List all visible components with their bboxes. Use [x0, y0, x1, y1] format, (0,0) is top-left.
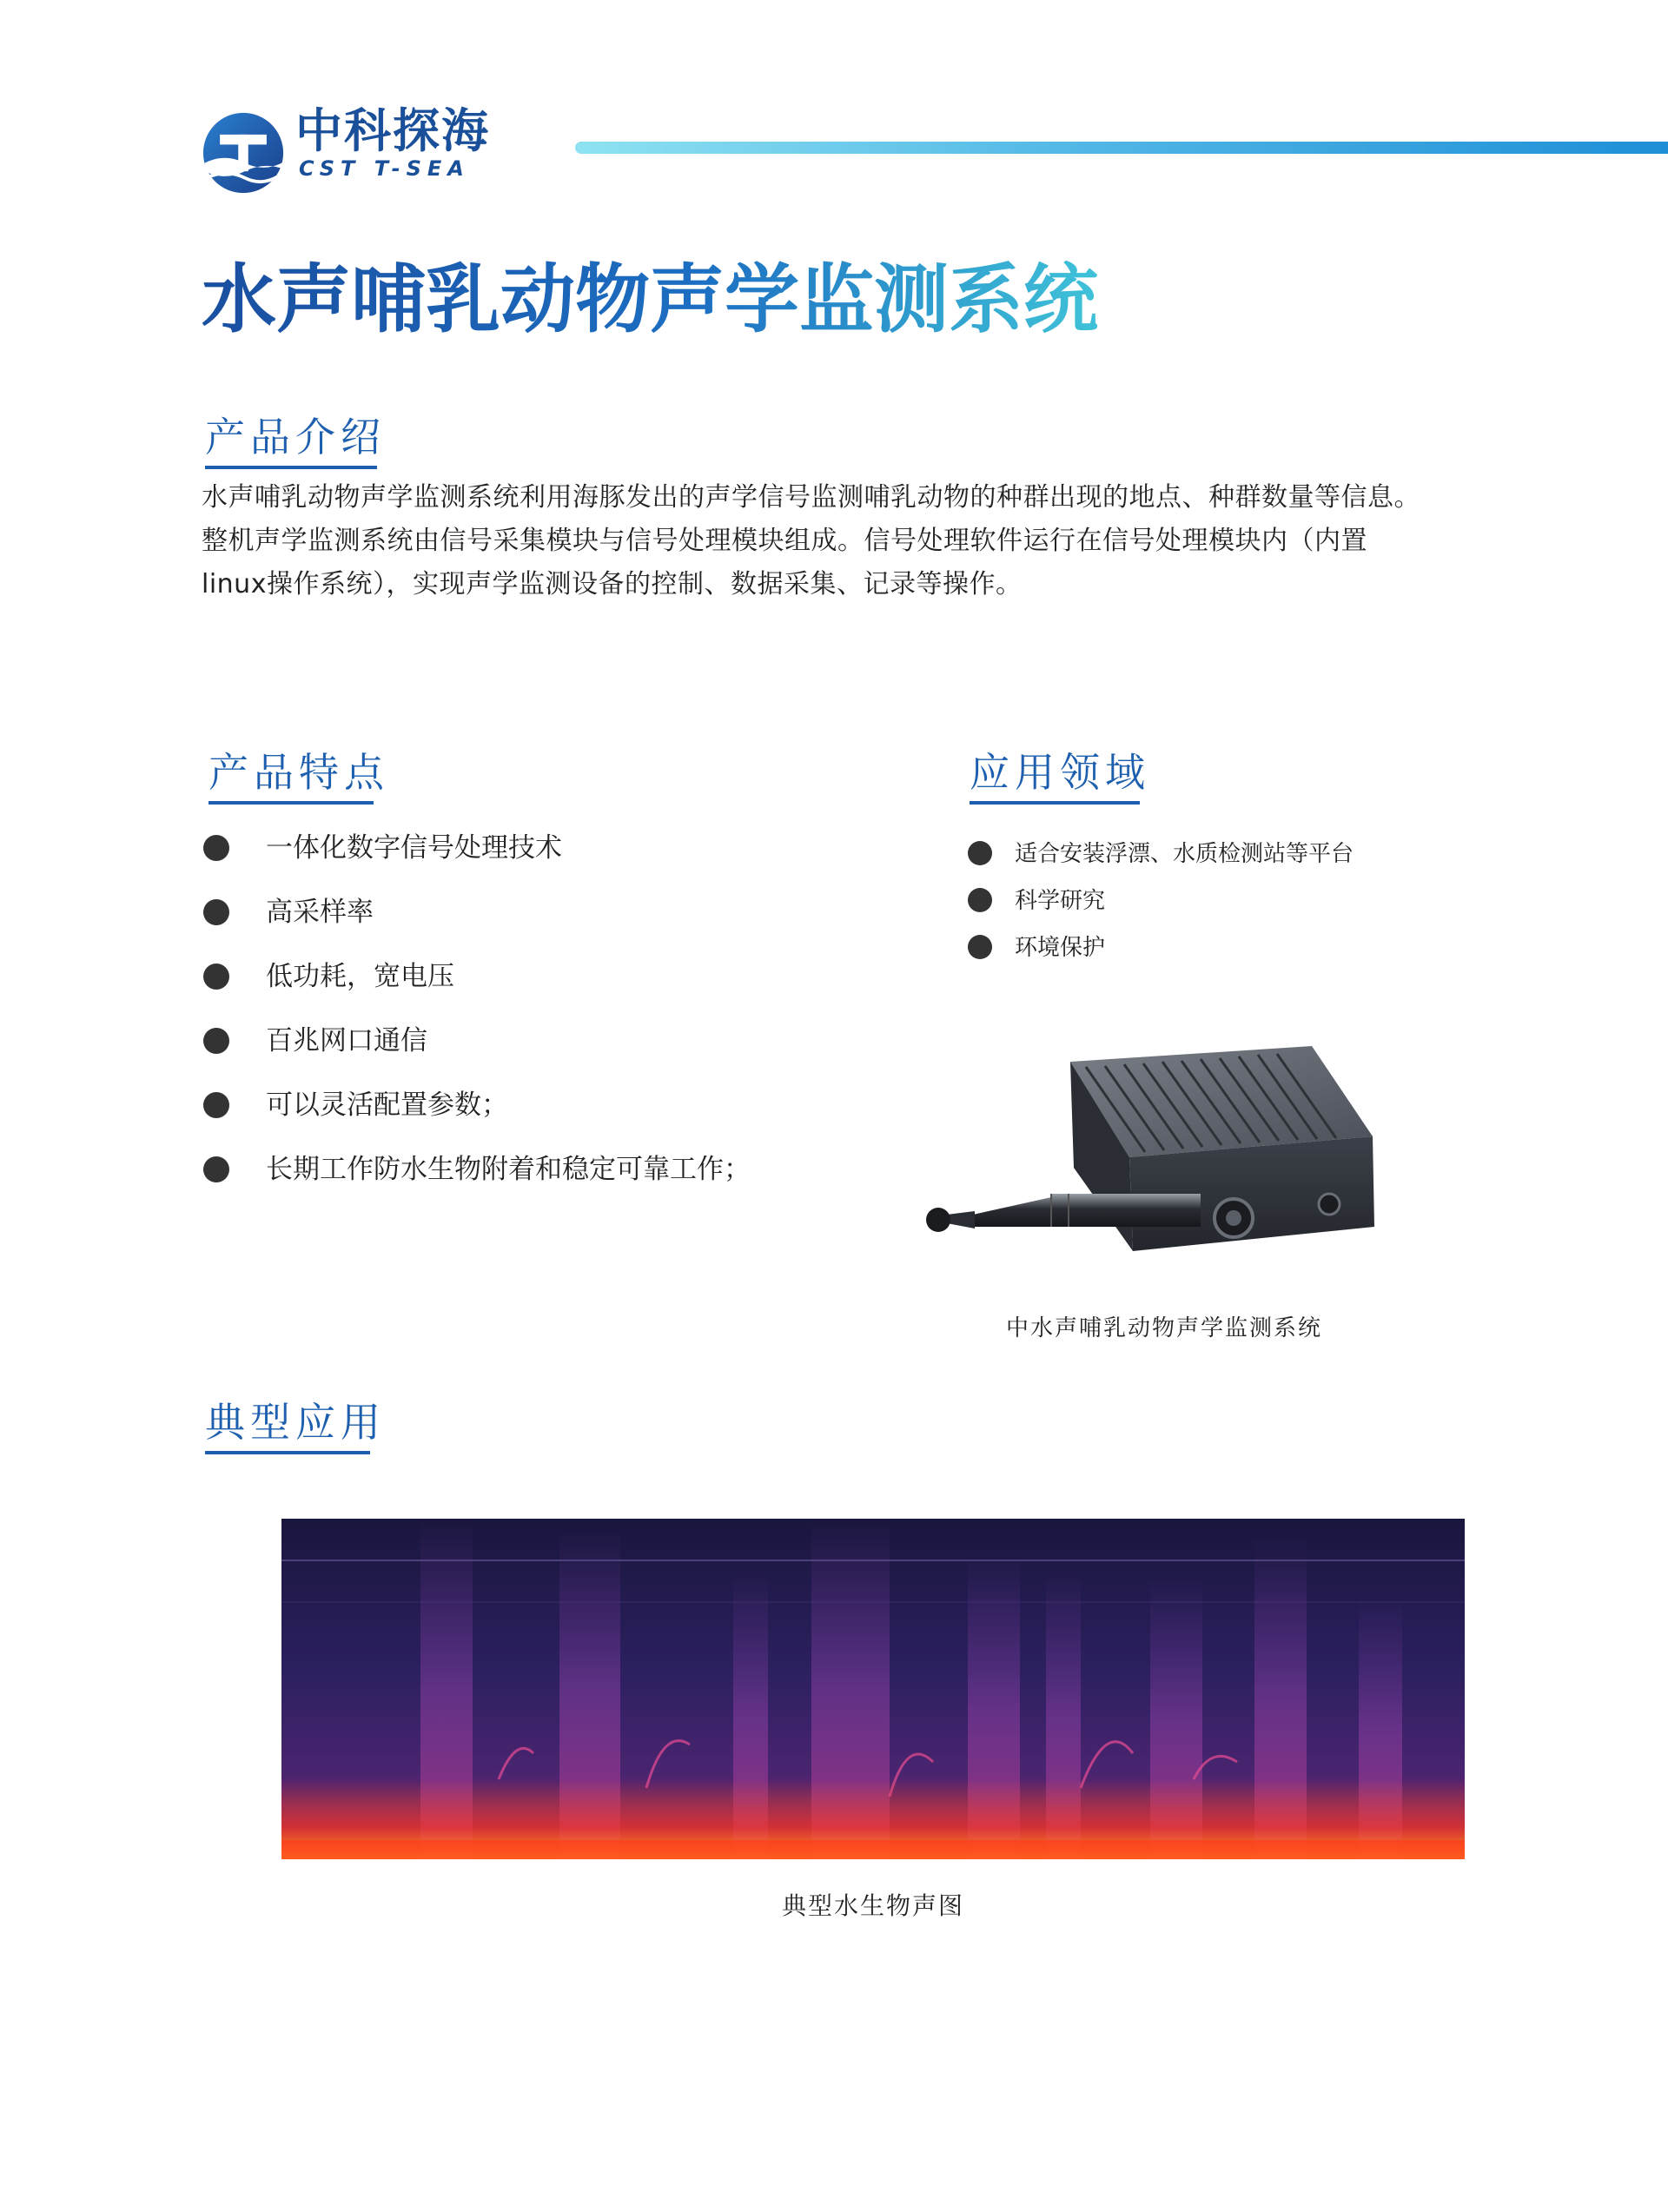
- bullet-icon: [203, 899, 229, 925]
- intro-line: 水声哺乳动物声学监测系统利用海豚发出的声学信号监测哺乳动物的种群出现的地点、种群数量等信息。: [202, 482, 1420, 513]
- applications-heading-underline: [970, 801, 1140, 805]
- feature-text: 高采样率: [266, 897, 374, 928]
- bullet-icon: [968, 888, 992, 912]
- page-title: 水声哺乳动物声学监测系统: [202, 256, 1098, 343]
- bullet-icon: [968, 935, 992, 959]
- typical-heading: 典型应用: [205, 1399, 386, 1446]
- applications-heading: 应用领域: [970, 749, 1150, 796]
- feature-text: 一体化数字信号处理技术: [266, 832, 562, 864]
- feature-text: 可以灵活配置参数；: [266, 1089, 508, 1121]
- bullet-icon: [203, 835, 229, 861]
- application-text: 环境保护: [1015, 935, 1106, 961]
- intro-paragraph: [202, 476, 1557, 606]
- bullet-icon: [203, 1092, 229, 1118]
- application-text: 适合安装浮漂、水质检测站等平台: [1015, 841, 1354, 867]
- header-divider: [575, 142, 1668, 154]
- intro-line: linux操作系统），实现声学监测设备的控制、数据采集、记录等操作。: [202, 569, 1023, 599]
- features-heading: 产品特点: [208, 749, 389, 796]
- application-text: 科学研究: [1015, 888, 1106, 914]
- brand-name-en: CST T-SEA: [299, 156, 470, 181]
- intro-line: 整机声学监测系统由信号采集模块与信号处理模块组成。信号处理软件运行在信号处理模块内（内置: [202, 526, 1367, 556]
- bullet-icon: [203, 1156, 229, 1182]
- bullet-icon: [968, 841, 992, 865]
- product-caption: 中水声哺乳动物声学监测系统: [1005, 1315, 1322, 1341]
- spectrogram-image: [281, 1519, 1465, 1859]
- bullet-icon: [203, 1028, 229, 1054]
- bullet-icon: [203, 964, 229, 990]
- brand-name-cn: 中科探海: [295, 103, 490, 158]
- feature-text: 百兆网口通信: [266, 1025, 427, 1056]
- intro-heading-underline: [205, 466, 377, 469]
- product-device-image: [921, 1041, 1390, 1275]
- feature-text: 长期工作防水生物附着和稳定可靠工作；: [266, 1154, 751, 1185]
- company-logo-icon: [202, 111, 285, 195]
- intro-heading: 产品介绍: [205, 414, 386, 460]
- features-heading-underline: [208, 801, 374, 805]
- feature-text: 低功耗，宽电压: [266, 961, 454, 992]
- spectrogram-caption: 典型水生物声图: [781, 1891, 964, 1920]
- typical-heading-underline: [205, 1451, 370, 1454]
